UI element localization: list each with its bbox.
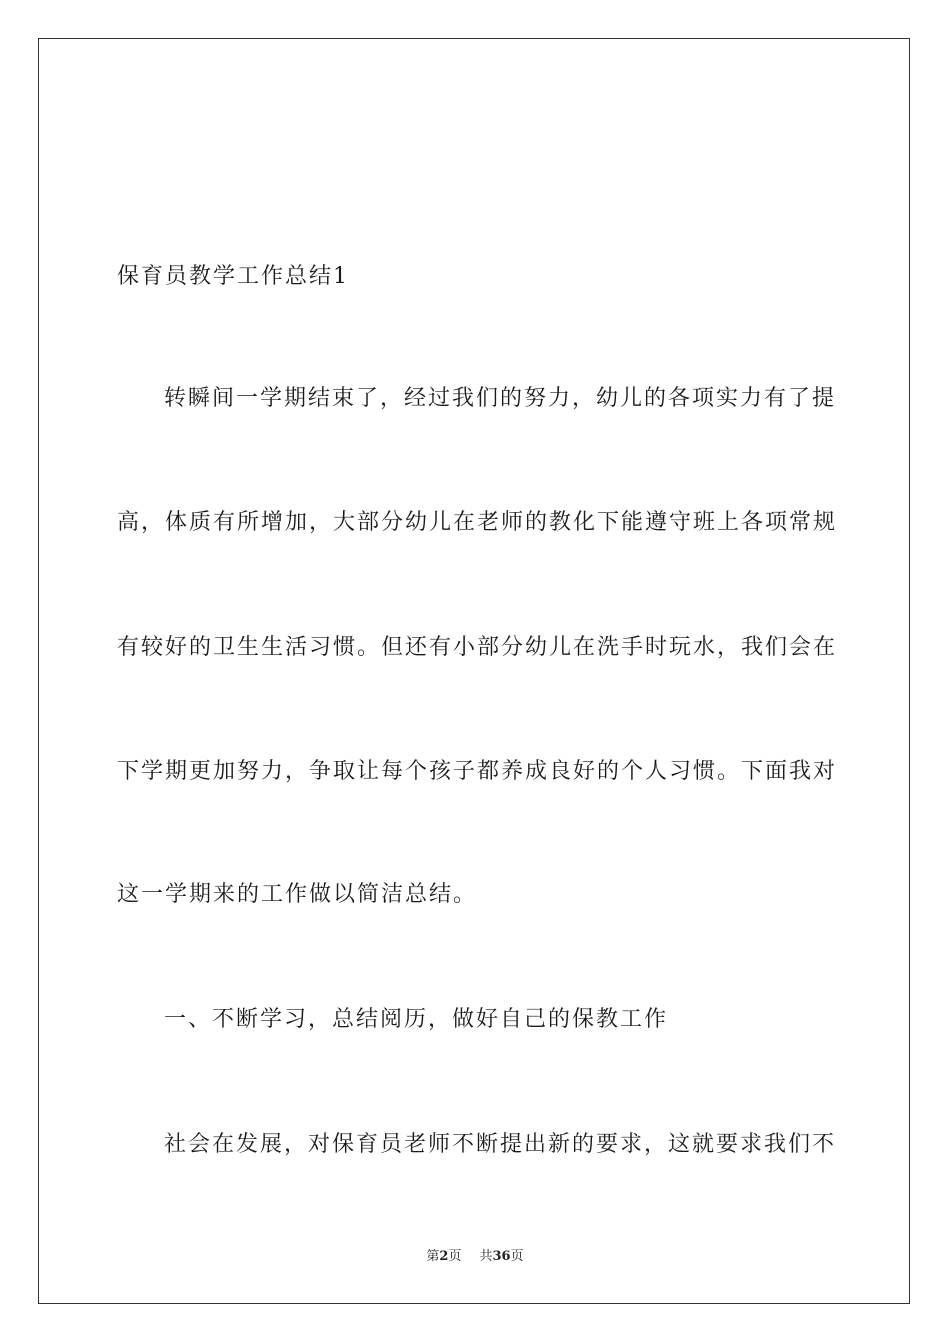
paragraph-line-3: 有较好的卫生生活习惯。但还有小部分幼儿在洗手时玩水，我们会在 — [117, 635, 838, 660]
paragraph-line-4: 下学期更加努力，争取让每个孩子都养成良好的个人习惯。下面我对 — [117, 759, 838, 784]
page-footer — [0, 1248, 950, 1266]
footer-total-prefix: 共 — [479, 1249, 493, 1264]
footer-total-suffix: 页 — [510, 1249, 524, 1264]
document-title: 保育员教学工作总结1 — [117, 264, 349, 289]
footer-page-number: 2 — [439, 1249, 449, 1264]
footer-total-pages: 36 — [492, 1249, 511, 1264]
page-border — [38, 38, 910, 1304]
footer-page-suffix: 页 — [448, 1249, 462, 1264]
paragraph-line-2: 高，体质有所增加，大部分幼儿在老师的教化下能遵守班上各项常规 — [117, 510, 838, 535]
paragraph-line-6: 社会在发展，对保育员老师不断提出新的要求，这就要求我们不 — [164, 1132, 837, 1157]
paragraph-line-5: 这一学期来的工作做以简洁总结。 — [117, 882, 478, 907]
footer-page-prefix: 第 — [426, 1249, 440, 1264]
paragraph-line-1: 转瞬间一学期结束了，经过我们的努力，幼儿的各项实力有了提 — [164, 386, 837, 411]
section-heading: 一、不断学习，总结阅历，做好自己的保教工作 — [164, 1007, 669, 1032]
